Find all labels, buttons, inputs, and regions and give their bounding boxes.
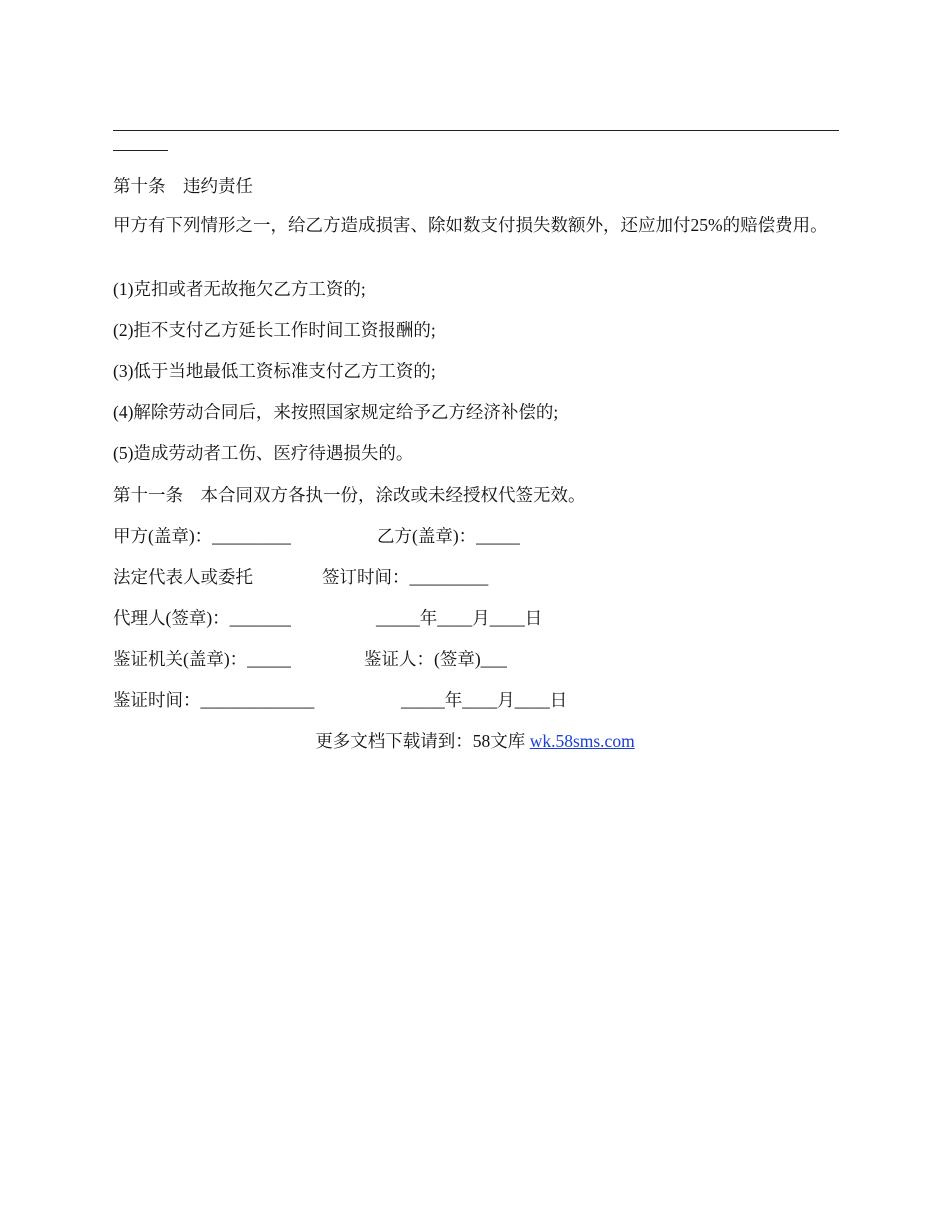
signing-date: _____年____月____日 [376, 608, 543, 628]
article-10-item-4: (4)解除劳动合同后，来按照国家规定给予乙方经济补偿的; [113, 402, 559, 422]
footer-text: 更多文档下载请到：58文库 [315, 731, 530, 751]
party-b-seal: 乙方(盖章)：_____ [377, 526, 520, 546]
article-10-item-1: (1)克扣或者无故拖欠乙方工资的; [113, 279, 366, 299]
verifier-signature: 鉴证人：(签章)___ [364, 649, 507, 669]
verifying-authority: 鉴证机关(盖章)：_____ [113, 649, 291, 669]
article-10-item-3: (3)低于当地最低工资标准支付乙方工资的; [113, 361, 436, 381]
verification-time: 鉴证时间：_____________ [113, 690, 315, 710]
legal-representative: 法定代表人或委托 [113, 567, 253, 587]
party-a-seal: 甲方(盖章)：_________ [113, 526, 291, 546]
article-10-item-2: (2)拒不支付乙方延长工作时间工资报酬的; [113, 320, 436, 340]
agent-signature: 代理人(签章)：_______ [113, 608, 291, 628]
signing-time: 签订时间：_________ [322, 567, 489, 587]
article-11: 第十一条 本合同双方各执一份，涂改或未经授权代签无效。 [113, 485, 586, 505]
article-10-heading: 第十条 违约责任 [113, 176, 253, 196]
blank-fill-line [113, 130, 839, 131]
article-10-intro: 甲方有下列情形之一，给乙方造成损害、除如数支付损失数额外，还应加付25%的赔偿费用。 [113, 215, 828, 235]
footer-link[interactable]: wk.58sms.com [529, 731, 635, 751]
article-10-item-5: (5)造成劳动者工伤、医疗待遇损失的。 [113, 443, 414, 463]
download-footer [0, 730, 950, 752]
blank-fill-line-continued [113, 150, 168, 151]
verification-date: _____年____月____日 [401, 690, 568, 710]
